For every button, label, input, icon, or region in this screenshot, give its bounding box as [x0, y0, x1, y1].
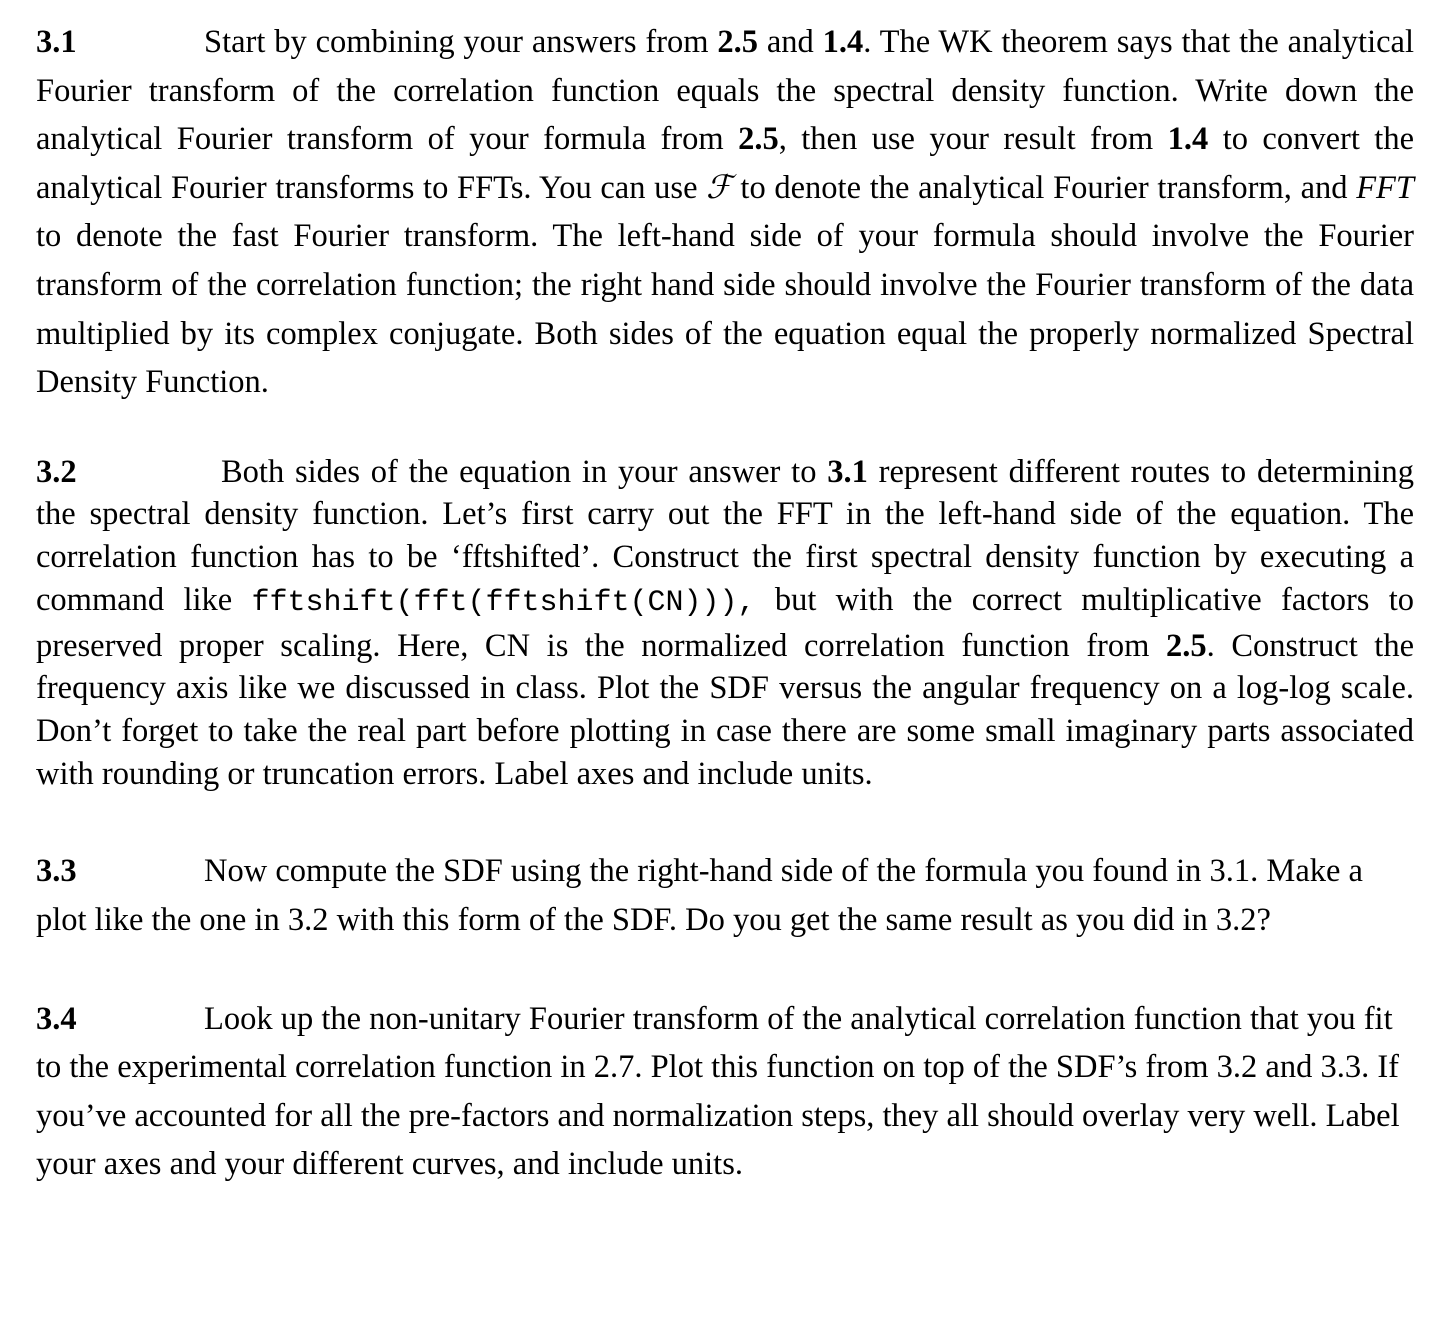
section-text: Now compute the SDF using the right-hand side of the formula you found in 3.1. Make a plot like the one in 3.2 with this form of the SDF. Do you get the same result as you did in 3.2? — [36, 853, 1363, 938]
section-number: 3.3 — [36, 853, 77, 890]
section-text: Look up the non-unitary Fourier transform of the analytical correlation function that you fit to the experimental correlation function in 2.7. Plot this function on top of the SDF’s from 3.2 and 3.3. If you’ve accounted for all the pre-factors and normalization steps, they all should overlay very well. Label your axes and your different curves, and include units. — [36, 1000, 1400, 1183]
section-text: to convert the analytical Fourier transforms to FFTs. You can use — [36, 121, 1415, 206]
section-text: . Construct the frequency axis like we discussed in class. Plot the SDF versus the angular frequency on a log-log scale. Don’t forget to take the real part before plotting in case there are some small imaginary parts associated with rounding or truncation errors. Label axes and include units. — [36, 627, 1415, 792]
reference-bold: 1.4 — [1167, 121, 1209, 158]
section-3-2 — [36, 451, 1414, 796]
section-text: . The WK theorem says that the analytical Fourier transform of the correlation function equals the spectral density function. Write down the analytical Fourier transform of your formula from — [36, 24, 1414, 158]
section-text: but with the correct multiplicative factors to preserved proper scaling. Here, CN is the normalized correlation function from — [36, 581, 1414, 664]
section-number: 3.2 — [36, 453, 77, 490]
section-text: Both sides of the equation in your answer to — [221, 453, 828, 490]
section-text: and — [758, 24, 823, 60]
section-text: represent different routes to determining the spectral density function. Let’s first carry out the FFT in the left-hand side of the equation. The correlation function has to be ‘fftshifted’. Construct the first spectral density function by executing a command like — [36, 453, 1414, 618]
reference-bold: 2.5 — [717, 24, 759, 60]
section-text: to denote the analytical Fourier transform, and — [731, 169, 1357, 206]
document-page — [36, 18, 1414, 1189]
section-3-4 — [36, 995, 1414, 1189]
section-3-1 — [36, 18, 1414, 407]
reference-bold: 2.5 — [738, 121, 779, 158]
fft-symbol: FFT — [1356, 169, 1414, 206]
section-text: to denote the fast Fourier transform. The left-hand side of your formula should involve the Fourier transform of the correlation function; the right hand side should involve the Fourier transform of the data multiplied by its complex conjugate. Both sides of the equation equal the properly normalized Spectral Density Function. — [36, 218, 1414, 401]
section-text: Start by combining your answers from — [204, 24, 718, 60]
reference-bold: 1.4 — [822, 24, 864, 60]
section-text: , then use your result from — [778, 121, 1168, 158]
reference-bold: 2.5 — [1166, 627, 1207, 664]
code-snippet: fftshift(fft(fftshift(CN))), — [251, 585, 756, 620]
section-number: 3.4 — [36, 1000, 77, 1037]
reference-bold: 3.1 — [827, 453, 868, 490]
section-number: 3.1 — [36, 24, 77, 60]
section-3-3 — [36, 847, 1414, 944]
fourier-symbol: ℱ — [706, 169, 732, 206]
